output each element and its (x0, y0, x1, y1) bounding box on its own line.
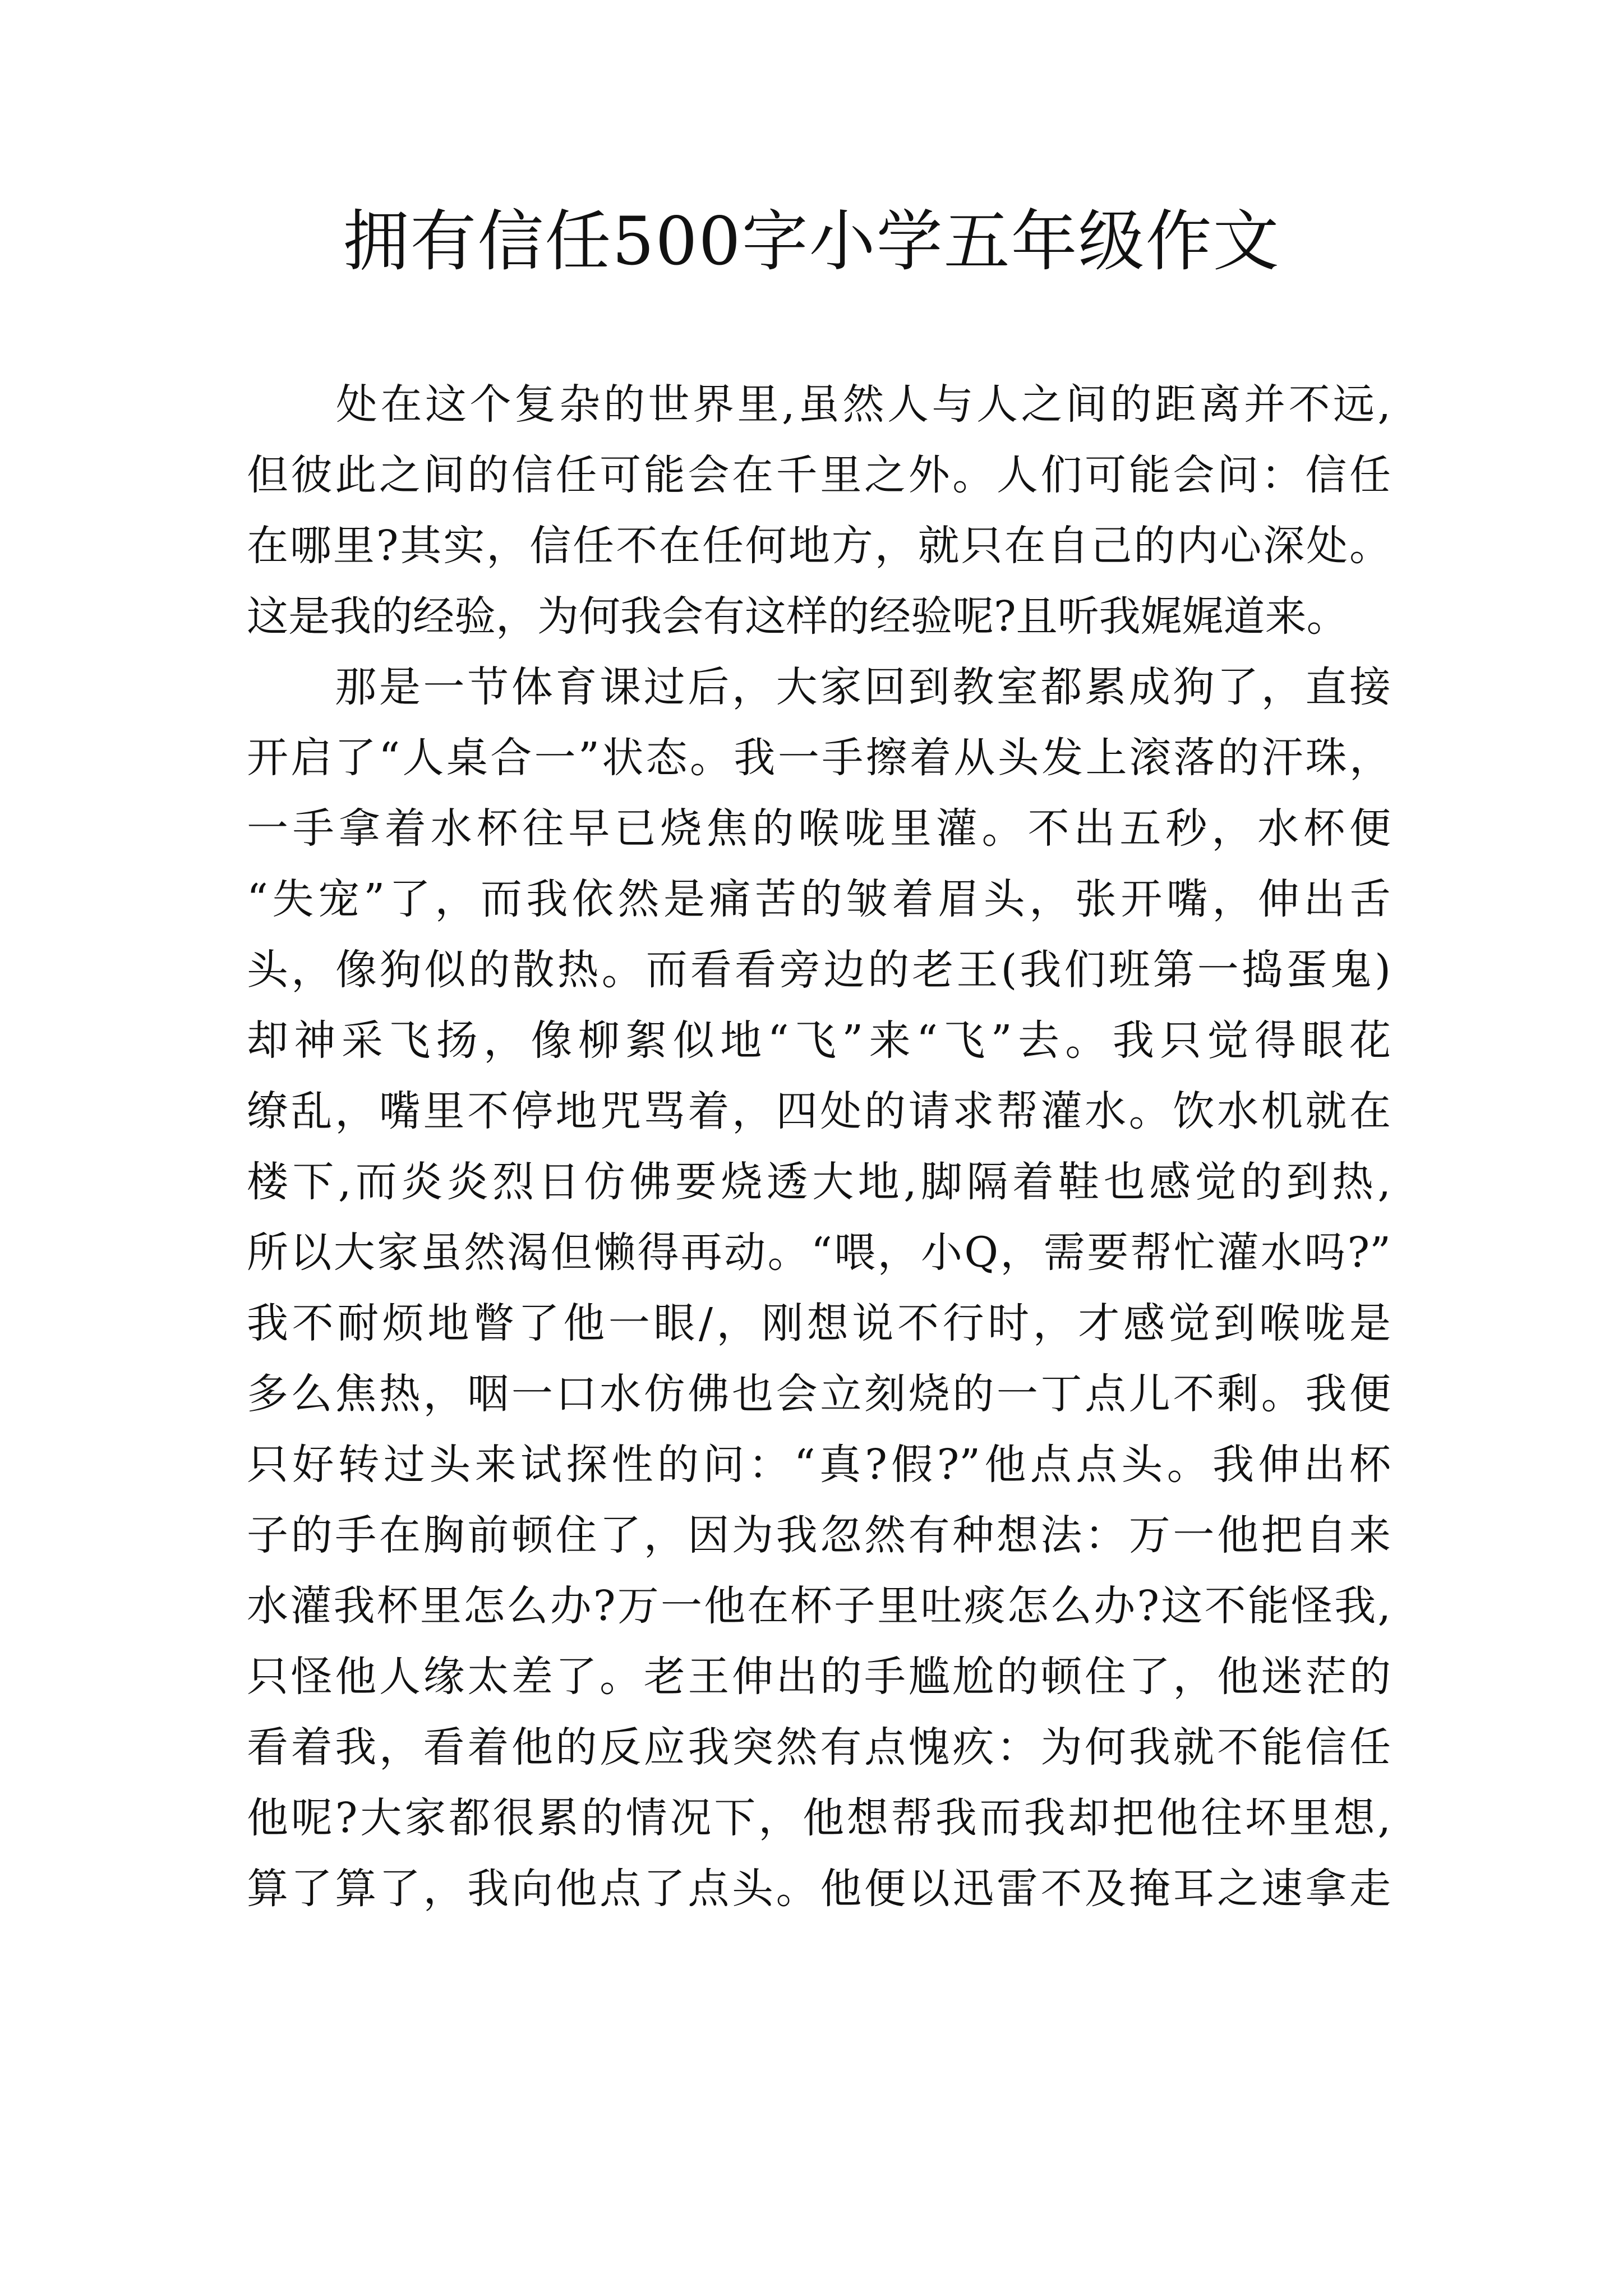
paragraph-line: 我不耐烦地瞥了他一眼/，刚想说不行时，才感觉到喉咙是 (247, 1299, 1391, 1347)
paragraph-line: 只好转过头来试探性的问：“真?假?”他点点头。我伸出杯 (247, 1441, 1391, 1489)
paragraph-line: 楼下,而炎炎烈日仿佛要烧透大地,脚隔着鞋也感觉的到热, (247, 1158, 1391, 1206)
paragraph-line: 缭乱，嘴里不停地咒骂着，四处的请求帮灌水。饮水机就在 (247, 1087, 1391, 1135)
paragraph-line: 一手拿着水杯往早已烧焦的喉咙里灌。不出五秒，水杯便 (247, 804, 1391, 853)
paragraph-line: 在哪里?其实，信任不在任何地方，就只在自己的内心深处。 (247, 522, 1391, 570)
paragraph-line: 却神采飞扬，像柳絮似地“飞”来“飞”去。我只觉得眼花 (247, 1016, 1391, 1065)
paragraph-line: 多么焦热，咽一口水仿佛也会立刻烧的一丁点儿不剩。我便 (247, 1370, 1391, 1418)
paragraph-line: 那是一节体育课过后，大家回到教室都累成狗了，直接 (247, 663, 1391, 711)
paragraph-line: 只怪他人缘太差了。老王伸出的手尴尬的顿住了，他迷茫的 (247, 1653, 1391, 1701)
paragraph-line: 算了算了，我向他点了点头。他便以迅雷不及掩耳之速拿走 (247, 1865, 1391, 1913)
paragraph-line: 所以大家虽然渴但懒得再动。“喂，小Q，需要帮忙灌水吗?” (247, 1228, 1391, 1277)
document-title: 拥有信任500字小学五年级作文 (343, 203, 1280, 280)
paragraph-line: 开启了“人桌合一”状态。我一手擦着从头发上滚落的汗珠， (247, 734, 1391, 782)
paragraph-line: 看着我，看着他的反应我突然有点愧疚：为何我就不能信任 (247, 1723, 1391, 1772)
paragraph-line: 他呢?大家都很累的情况下，他想帮我而我却把他往坏里想, (247, 1794, 1391, 1842)
paragraph-line: 子的手在胸前顿住了，因为我忽然有种想法：万一他把自来 (247, 1511, 1391, 1559)
paragraph-line: 这是我的经验，为何我会有这样的经验呢?且听我娓娓道来。 (247, 592, 1348, 641)
paragraph-line: 水灌我杯里怎么办?万一他在杯子里吐痰怎么办?这不能怪我, (247, 1582, 1391, 1630)
paragraph-line: 但彼此之间的信任可能会在千里之外。人们可能会问：信任 (247, 451, 1391, 499)
paragraph-line: 处在这个复杂的世界里,虽然人与人之间的距离并不远, (247, 380, 1391, 429)
paragraph-line: “失宠”了，而我依然是痛苦的皱着眉头，张开嘴，伸出舌 (247, 875, 1391, 923)
paragraph-line: 头，像狗似的散热。而看看旁边的老王(我们班第一捣蛋鬼) (247, 946, 1391, 994)
essay-body (247, 369, 1391, 1924)
